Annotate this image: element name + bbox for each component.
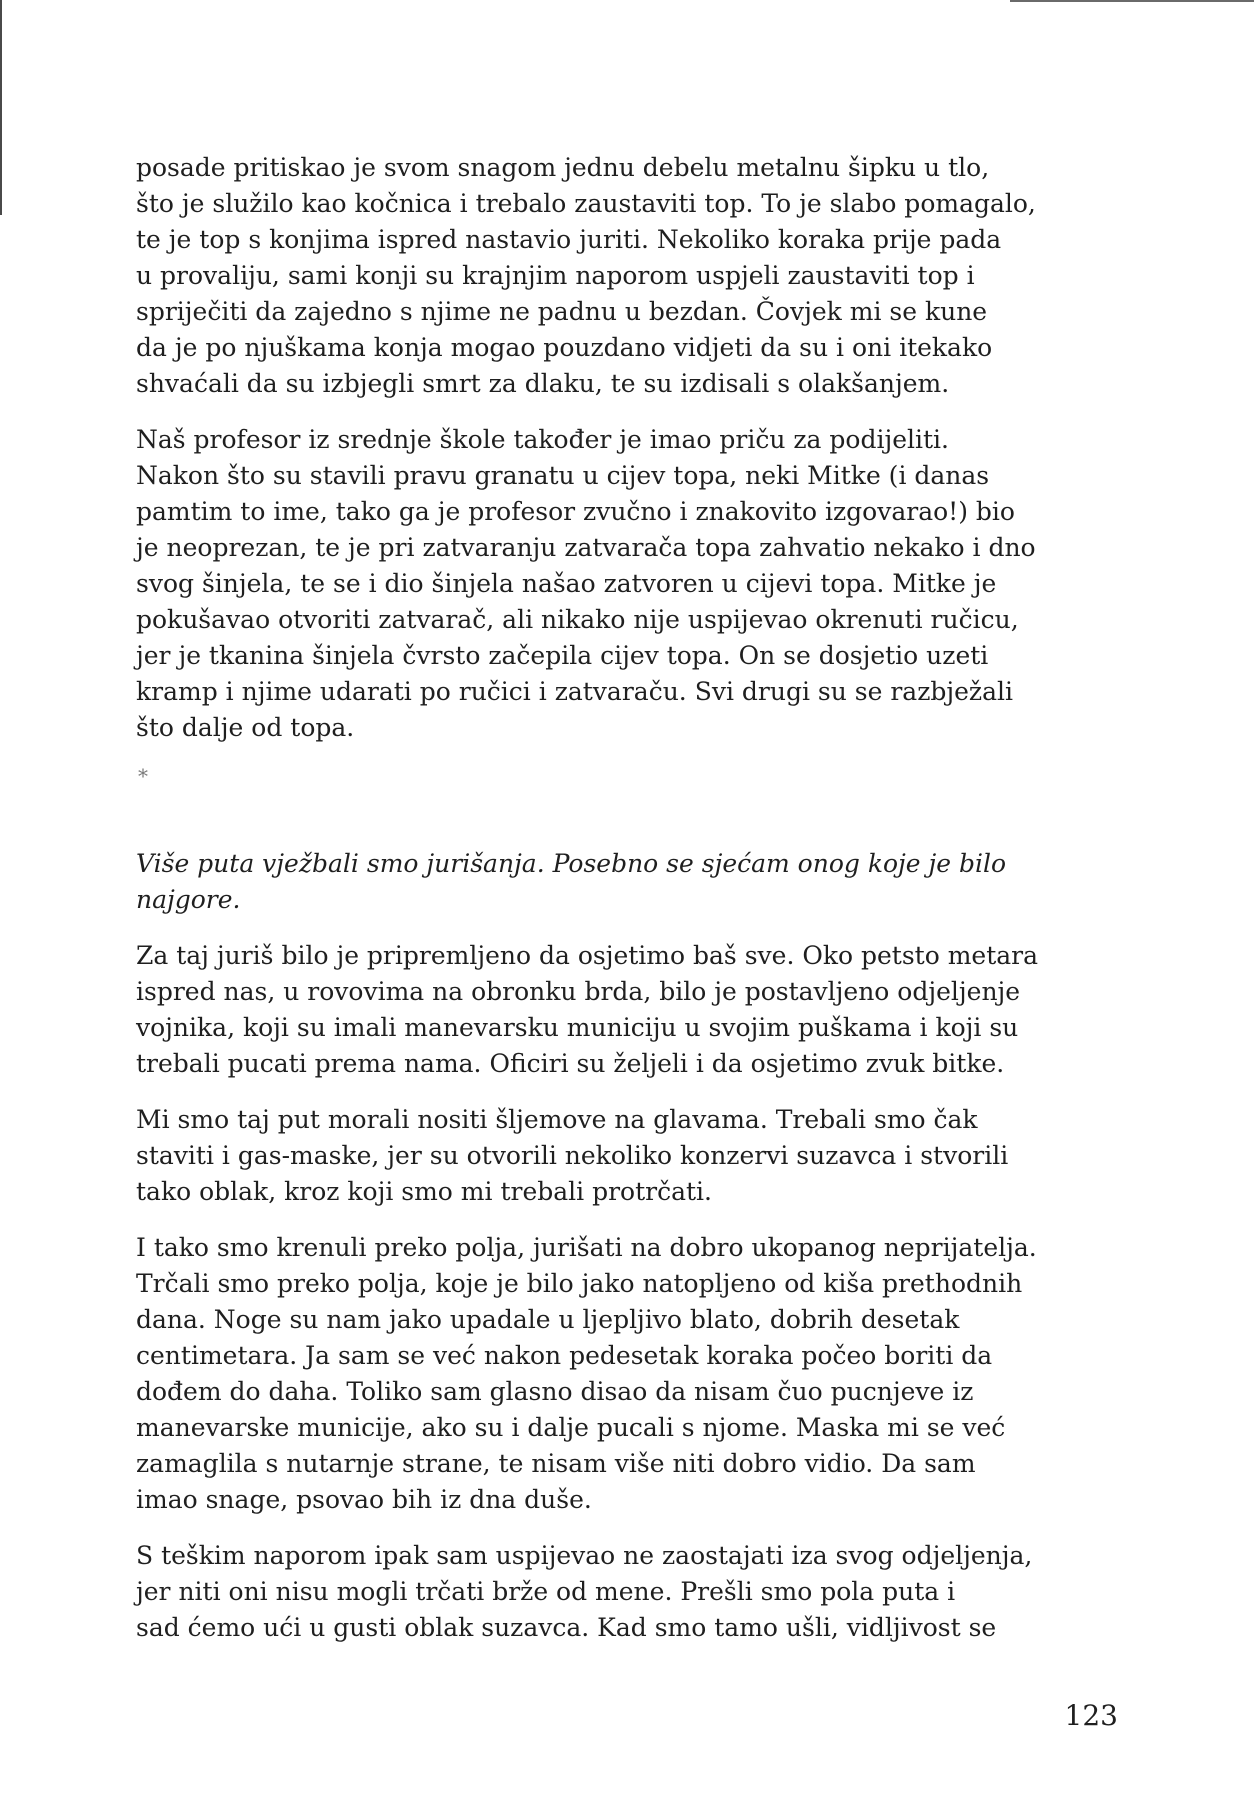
text-line: pokušavao otvoriti zatvarač, ali nikako nije uspijevao okrenuti ručicu,	[136, 605, 1019, 634]
paragraphs-after-separator	[136, 846, 1126, 1646]
text-line: posade pritiskao je svom snagom jednu debelu metalnu šipku u tlo,	[136, 153, 990, 182]
text-line: vojnika, koji su imali manevarsku municiju u svojim puškama i koji su	[136, 1013, 1019, 1042]
text-line: Za taj juriš bilo je pripremljeno da osjetimo baš sve. Oko petsto metara	[136, 941, 1039, 970]
page-body	[136, 150, 1126, 1666]
text-line: staviti i gas-maske, jer su otvorili nekoliko konzervi suzavca i stvorili	[136, 1141, 1009, 1170]
text-line: spriječiti da zajedno s njime ne padnu u bezdan. Čovjek mi se kune	[136, 297, 988, 326]
paragraph	[136, 846, 1126, 918]
text-line: imao snage, psovao bih iz dna duše.	[136, 1485, 592, 1514]
paragraph	[136, 1102, 1126, 1210]
paragraph	[136, 1538, 1126, 1646]
text-line: shvaćali da su izbjegli smrt za dlaku, te su izdisali s olakšanjem.	[136, 369, 950, 398]
text-line: Više puta vježbali smo jurišanja. Posebno se sjećam onog koje je bilo	[136, 849, 1007, 878]
paragraph	[136, 938, 1126, 1082]
page-number: 123	[1064, 1699, 1118, 1732]
text-line: dođem do daha. Toliko sam glasno disao da nisam čuo pucnjeve iz	[136, 1377, 974, 1406]
text-line: pamtim to ime, tako ga je profesor zvučno i znakovito izgovarao!) bio	[136, 497, 1015, 526]
text-line: dana. Noge su nam jako upadale u ljepljivo blato, dobrih desetak	[136, 1305, 960, 1334]
text-line: u provaliju, sami konji su krajnjim naporom uspjeli zaustaviti top i	[136, 261, 975, 290]
section-separator: *	[138, 764, 148, 788]
paragraphs-before-separator	[136, 150, 1126, 746]
text-line: trebali pucati prema nama. Oficiri su željeli i da osjetimo zvuk bitke.	[136, 1049, 1005, 1078]
text-line: kramp i njime udarati po ručici i zatvaraču. Svi drugi su se razbježali	[136, 677, 1013, 706]
text-line: što dalje od topa.	[136, 713, 355, 742]
text-line: manevarske municije, ako su i dalje pucali s njome. Maska mi se već	[136, 1413, 1006, 1442]
text-line: S teškim naporom ipak sam uspijevao ne zaostajati iza svog odjeljenja,	[136, 1541, 1033, 1570]
text-line: Trčali smo preko polja, koje je bilo jako natopljeno od kiša prethodnih	[136, 1269, 1023, 1298]
text-line: najgore.	[136, 885, 241, 914]
text-line: te je top s konjima ispred nastavio juriti. Nekoliko koraka prije pada	[136, 225, 1002, 254]
text-line: jer je tkanina šinjela čvrsto začepila cijev topa. On se dosjetio uzeti	[136, 641, 989, 670]
text-line: tako oblak, kroz koji smo mi trebali protrčati.	[136, 1177, 712, 1206]
text-line: I tako smo krenuli preko polja, jurišati na dobro ukopanog neprijatelja.	[136, 1233, 1037, 1262]
left-edge-rule	[0, 0, 2, 215]
text-line: Mi smo taj put morali nositi šljemove na glavama. Trebali smo čak	[136, 1105, 978, 1134]
text-line: ispred nas, u rovovima na obronku brda, bilo je postavljeno odjeljenje	[136, 977, 1021, 1006]
text-line: zamaglila s nutarnje strane, te nisam više niti dobro vidio. Da sam	[136, 1449, 976, 1478]
text-line: Naš profesor iz srednje škole također je imao priču za podijeliti.	[136, 425, 949, 454]
text-line: sad ćemo ući u gusti oblak suzavca. Kad smo tamo ušli, vidljivost se	[136, 1613, 997, 1642]
top-edge-rule	[1010, 0, 1254, 2]
text-line: jer niti oni nisu mogli trčati brže od mene. Prešli smo pola puta i	[136, 1577, 956, 1606]
text-line: što je služilo kao kočnica i trebalo zaustaviti top. To je slabo pomagalo,	[136, 189, 1036, 218]
paragraph	[136, 150, 1126, 402]
text-line: je neoprezan, te je pri zatvaranju zatvarača topa zahvatio nekako i dno	[136, 533, 1036, 562]
text-line: da je po njuškama konja mogao pouzdano vidjeti da su i oni itekako	[136, 333, 993, 362]
text-line: Nakon što su stavili pravu granatu u cijev topa, neki Mitke (i danas	[136, 461, 990, 490]
paragraph	[136, 422, 1126, 746]
text-line: centimetara. Ja sam se već nakon pedesetak koraka počeo boriti da	[136, 1341, 993, 1370]
paragraph	[136, 1230, 1126, 1518]
text-line: svog šinjela, te se i dio šinjela našao zatvoren u cijevi topa. Mitke je	[136, 569, 997, 598]
